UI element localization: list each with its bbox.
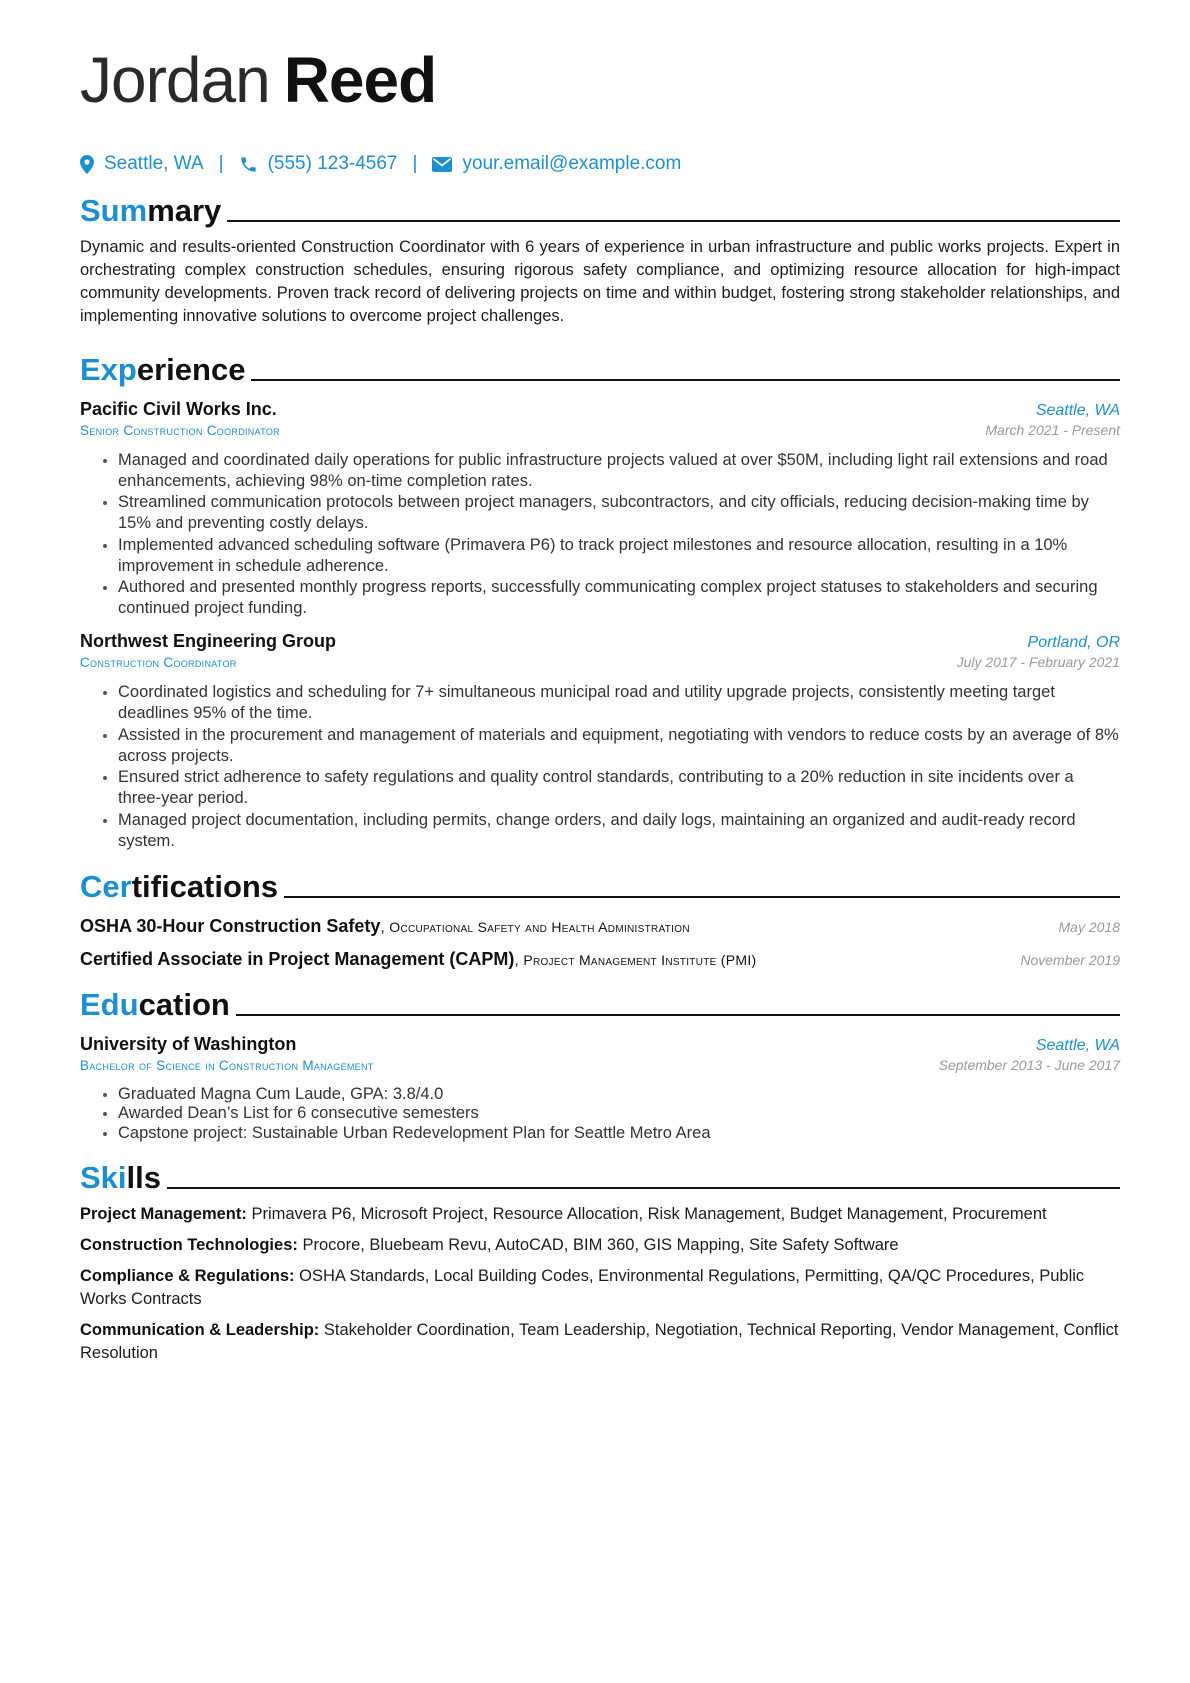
summary-heading — [80, 186, 1120, 226]
certification-title: Certified Associate in Project Management (CAPM) — [80, 948, 515, 969]
list-item: • Graduated Magna Cum Laude, GPA: 3.8/4.0 — [118, 1085, 1120, 1104]
certification-item: OSHA 30-Hour Construction Safety, Occupational Safety and Health Administration May 2018 — [80, 915, 1120, 936]
contact-location — [80, 153, 204, 175]
job-title: Construction Coordinator — [80, 655, 237, 670]
company-name: Northwest Engineering Group — [80, 631, 337, 651]
section-rule — [167, 1187, 1120, 1189]
heading-rest: lls — [126, 1159, 161, 1195]
contact-phone[interactable] — [239, 153, 398, 175]
education-entry — [80, 1034, 1120, 1143]
skill-label: Construction Technologies: — [80, 1235, 298, 1254]
job-bullets — [80, 450, 1120, 620]
degree-name: Bachelor of Science in Construction Management — [80, 1057, 374, 1073]
heading-accent: Sum — [80, 193, 148, 228]
heading-accent: Edu — [80, 986, 139, 1022]
education-heading — [80, 980, 1120, 1020]
last-name: Reed — [283, 44, 437, 116]
heading-accent: Exp — [80, 351, 137, 387]
section-rule — [284, 896, 1120, 898]
certification-item: Certified Associate in Project Management (CAPM), Project Management Institute (PMI) November 2019 — [80, 948, 1120, 969]
map-pin-icon — [80, 155, 94, 174]
school-location: Seattle, WA — [1035, 1036, 1120, 1054]
list-item: • Managed and coordinated daily operations for public infrastructure projects valued at over $50M, including light rail extensions and road enhancements, achieving 98% on-time completion rates. — [118, 450, 1120, 492]
resume-page — [80, 40, 1120, 1365]
education-bullets — [80, 1085, 1120, 1143]
job-title: Senior Construction Coordinator — [80, 422, 280, 438]
education-title — [80, 986, 230, 1022]
experience-title — [80, 351, 246, 387]
contact-bar — [80, 150, 1120, 178]
list-item: • Awarded Dean’s List for 6 consecutive semesters — [118, 1104, 1120, 1123]
job-dates: July 2017 - February 2021 — [956, 654, 1120, 670]
experience-entry — [80, 631, 1120, 852]
company-name: Pacific Civil Works Inc. — [80, 398, 277, 419]
skill-value: Stakeholder Coordination, Team Leadership, Negotiation, Technical Reporting, Vendor Management, Conflict Resolution — [80, 1320, 1119, 1362]
certification-issuer: Project Management Institute (PMI) — [523, 951, 757, 968]
certification-date: May 2018 — [1058, 918, 1120, 935]
contact-separator: | — [218, 153, 224, 174]
skill-row — [80, 1319, 1120, 1365]
job-dates: March 2021 - Present — [985, 421, 1120, 438]
certification-title: OSHA 30-Hour Construction Safety — [80, 915, 381, 936]
location-text: Seattle, WA — [104, 153, 204, 174]
list-item: • Assisted in the procurement and management of materials and equipment, negotiating with vendors to reduce costs by an average of 8% across projects. — [118, 725, 1120, 767]
certifications-heading — [80, 862, 1120, 902]
skill-value: OSHA Standards, Local Building Codes, Environmental Regulations, Permitting, QA/QC Procedures, Public Works Contracts — [80, 1266, 1085, 1308]
heading-rest: tifications — [131, 868, 279, 904]
section-rule — [251, 379, 1120, 381]
list-item: • Ensured strict adherence to safety regulations and quality control standards, contributing to a 20% reduction in site incidents over a three-year period. — [118, 767, 1120, 809]
skill-label: Communication & Leadership: — [80, 1320, 320, 1339]
phone-text: (555) 123-4567 — [267, 153, 398, 174]
job-location: Seattle, WA — [1035, 401, 1120, 419]
summary-text: Dynamic and results-oriented Construction Coordinator with 6 years of experience in urban infrastructure and public works projects. Expert in orchestrating complex construction schedules, ensuring rigorous safety compliance, and optimizing resource allocation for high-impact community developments. Proven track record of delivering projects on time and within budget, fostering strong stakeholder relationships, and implementing innovative solutions to overcome project challenges. — [80, 238, 1120, 325]
heading-accent: Cer — [80, 868, 132, 904]
heading-accent: Ski — [80, 1159, 127, 1195]
section-rule — [236, 1014, 1120, 1016]
list-item: • Coordinated logistics and scheduling for 7+ simultaneous municipal road and utility upgrade projects, consistently meeting target deadlines 95% of the time. — [118, 682, 1120, 724]
skill-label: Compliance & Regulations: — [80, 1266, 295, 1285]
skill-value: Procore, Bluebeam Revu, AutoCAD, BIM 360, GIS Mapping, Site Safety Software — [302, 1235, 899, 1254]
certification-issuer: Occupational Safety and Health Administration — [389, 918, 690, 935]
skills-title — [80, 1159, 161, 1195]
list-item: • Authored and presented monthly progress reports, successfully communicating complex project statuses to stakeholders and securing continued project funding. — [118, 577, 1120, 619]
candidate-name — [80, 44, 1120, 126]
contact-separator: | — [412, 153, 418, 174]
job-location: Portland, OR — [1027, 634, 1120, 651]
experience-entry — [80, 399, 1120, 620]
envelope-icon — [432, 157, 452, 172]
skill-value: Primavera P6, Microsoft Project, Resource Allocation, Risk Management, Budget Management, Procurement — [251, 1204, 1047, 1223]
section-rule — [227, 220, 1120, 222]
skill-row — [80, 1234, 1120, 1257]
phone-icon — [239, 155, 258, 174]
skills-heading — [80, 1153, 1120, 1193]
certification-date: November 2019 — [1020, 951, 1120, 968]
list-item: • Streamlined communication protocols between project managers, subcontractors, and city officials, reducing decision-making time by 15% and preventing costly delays. — [118, 492, 1120, 534]
first-name: Jordan — [80, 44, 270, 116]
list-item: • Capstone project: Sustainable Urban Redevelopment Plan for Seattle Metro Area — [118, 1124, 1120, 1143]
skill-row — [80, 1203, 1120, 1226]
job-bullets — [80, 682, 1120, 852]
certifications-title — [80, 868, 279, 904]
heading-rest: cation — [138, 986, 230, 1022]
heading-rest: erience — [136, 351, 246, 387]
list-item: • Implemented advanced scheduling software (Primavera P6) to track project milestones and resource allocation, resulting in a 10% improvement in schedule adherence. — [118, 535, 1120, 577]
heading-rest: mary — [147, 193, 222, 228]
skill-label: Project Management: — [80, 1204, 247, 1223]
school-name: University of Washington — [80, 1033, 297, 1054]
email-text: your.email@example.com — [462, 153, 682, 174]
skill-row — [80, 1265, 1120, 1311]
contact-email[interactable] — [432, 153, 681, 175]
list-item: • Managed project documentation, including permits, change orders, and daily logs, maintaining an organized and audit-ready record system. — [118, 810, 1120, 852]
experience-heading — [80, 345, 1120, 385]
education-dates: September 2013 - June 2017 — [938, 1056, 1120, 1073]
summary-title — [80, 195, 221, 226]
